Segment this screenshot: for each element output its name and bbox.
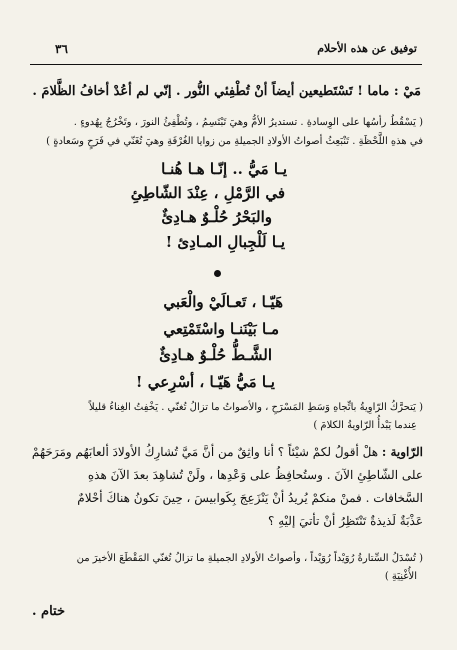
song-verse-line: في الرَّمْلِ ، عِنْدَ الشّاطِئِ xyxy=(130,184,285,202)
header-rule xyxy=(30,64,422,65)
narrator-line: عَذْبَةٌ لَذيذةٌ تَنْتَظِرُ أنْ تأتيَ إليْهِ ؟ xyxy=(268,514,423,528)
stage-direction-line: الأُغْنِيَةِ ) xyxy=(384,571,417,582)
song-verse-line: هَيّـا ، تَعـالَيْ والْعَبي xyxy=(163,293,283,311)
stage-direction-line: عِندما يَبْدأُ الرّاويةُ الكلامَ ) xyxy=(313,420,417,431)
narrator-line xyxy=(32,445,423,459)
song-verse-line: والبَحْرُ حُلْـوٌ هـادِئٌ xyxy=(161,208,272,226)
stage-direction-line: ( تُسْدَلُ السِّتارةُ رُوَيْداً رُوَيْداً ، وأصواتُ الأولادِ الجميلةِ ما تزالُ تُغنّي المَقْطَعَ الأخيرَ من xyxy=(76,553,423,564)
running-header-title: توفيق عن هذه الأحلام xyxy=(317,42,417,55)
section-bullet xyxy=(214,270,221,277)
song-verse-line: مـا بَيْنَنـا واسْتَمْتِعي xyxy=(163,320,279,338)
song-verse-line: الشَّـطُّ حُلْـوٌ هـادِئٌ xyxy=(159,346,272,364)
song-verse-line: يـا مَيُّ .. إنّـا هـا هُنـا xyxy=(161,160,287,178)
stage-direction-line: ( يَتحرَّكُ الرّاوِيةُ باتِّجاهِ وَسَطِ المَسْرَحِ ، والأصواتُ ما تزالُ تُغنّي . يَخْفِتُ الغِناءُ قليلاً xyxy=(89,402,423,413)
speaker-label: الرّاوية : xyxy=(381,445,423,459)
stage-direction-line: ( يَسْقُطُ رأسُها على الوِسادةِ . تستديرُ الأمُّ وهيَ تَبْتَسِمُ ، وتُطْفِئُ النورَ ، وتَخْرُجُ بِهُدوءٍ . xyxy=(73,117,423,128)
narrator-line: على الشّاطِئِ الآنَ . وستُحافِظُ على وَعْدِها ، ولَنْ تُشاهِدَ بعدَ الآنَ هذهِ xyxy=(87,468,423,482)
stage-direction-line: في هذهِ اللَّحْظَةِ . تَنْبَعِثُ أصواتُ الأولادِ الجميلةِ من زوايا الغُرْفَةِ وهيَ تُغَنّي في فَرَحٍ وسَعادةٍ ) xyxy=(46,136,423,147)
narrator-line: السَّخافات . فمنْ منكمْ يُريدُ أنْ يَنْزَعِجَ بِكَوابيسَ ، حِينَ تكونُ هناكَ أحْلامٌ xyxy=(77,491,423,505)
page-number: ٣٦ xyxy=(55,42,68,56)
song-verse-line: يـا مَيُّ هَيّـا ، أسْرِعي ! xyxy=(135,373,275,391)
dialogue-line-may: مَيْ : ماما ! تَسْتَطيعين أيضاً أنْ تُطْفِئي النُّور . إنّي لم أعُدْ أخافُ الظَّلامَ . xyxy=(32,84,421,99)
song-verse-line: يـا لَلْجِبالِ المـادِئ ! xyxy=(165,233,285,251)
end-mark: ختام . xyxy=(32,604,66,619)
narrator-text: هلْ أقولُ لكمْ شيْئاً ؟ أنا واثِقٌ من أنَّ مَيَّ تُشارِكُ الأولادَ ألعابَهُم ومَرَحَهُمْ xyxy=(31,445,379,459)
